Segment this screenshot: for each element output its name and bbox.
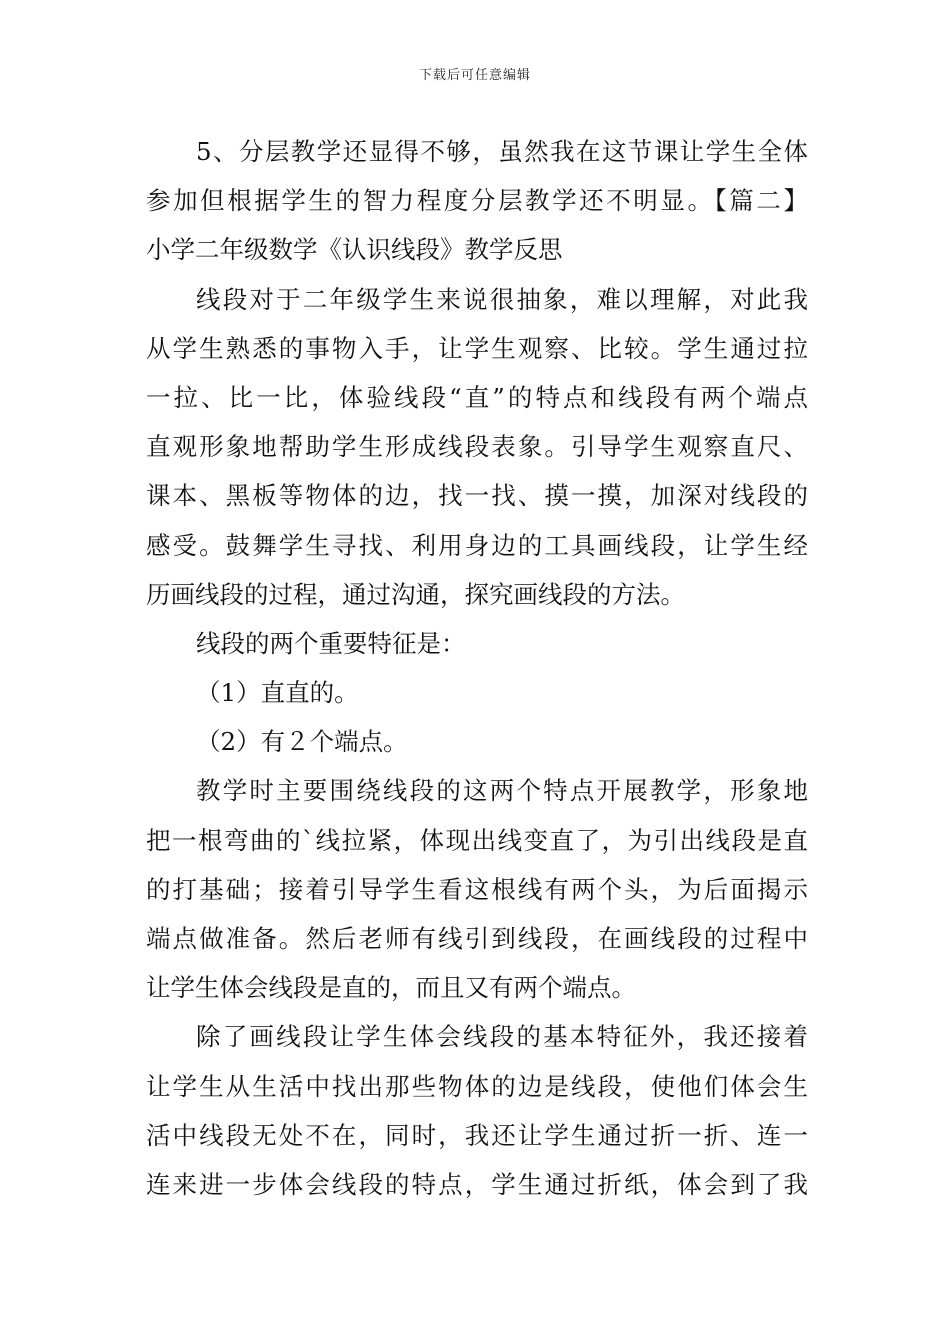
text-line: 教学时主要围绕线段的这两个特点开展教学，形象地 (196, 776, 808, 806)
text-line: 课本、黑板等物体的边，找一找、摸一摸，加深对线段的 (146, 481, 808, 511)
text-line: 小学二年级数学《认识线段》教学反思 (146, 235, 563, 265)
text-line: 从学生熟悉的事物入手，让学生观察、比较。学生通过拉 (146, 333, 808, 363)
text-line: 历画线段的过程，通过沟通，探究画线段的方法。 (146, 579, 685, 609)
text-line: 的打基础；接着引导学生看这根线有两个头，为后面揭示 (146, 874, 808, 904)
text-line: 活中线段无处不在，同时，我还让学生通过折一折、连一 (146, 1120, 808, 1150)
text-line: （2）有２个端点。 (196, 727, 408, 757)
text-line: 线段对于二年级学生来说很抽象，难以理解，对此我 (196, 284, 808, 314)
page-header: 下载后可任意编辑 (418, 68, 531, 83)
text-line: 把一根弯曲的`线拉紧，体现出线变直了，为引出线段是直 (146, 825, 808, 855)
text-line: 连来进一步体会线段的特点，学生通过折纸，体会到了我 (146, 1169, 808, 1199)
text-line: 让学生体会线段是直的，而且又有两个端点。 (146, 973, 636, 1003)
text-line: 线段的两个重要特征是： (196, 628, 466, 658)
document-body (146, 127, 808, 1209)
text-line: 参加但根据学生的智力程度分层教学还不明显。【篇二】 (146, 186, 808, 216)
text-line: 让学生从生活中找出那些物体的边是线段，使他们体会生 (146, 1071, 808, 1101)
text-line: 直观形象地帮助学生形成线段表象。引导学生观察直尺、 (146, 432, 808, 462)
text-line: 除了画线段让学生体会线段的基本特征外，我还接着 (196, 1022, 808, 1052)
text-line: （1）直直的。 (196, 678, 359, 708)
text-line: 感受。鼓舞学生寻找、利用身边的工具画线段，让学生经 (146, 530, 808, 560)
text-line: 一拉、比一比，体验线段“直”的特点和线段有两个端点 (146, 382, 808, 412)
text-line: 端点做准备。然后老师有线引到线段，在画线段的过程中 (146, 924, 808, 953)
text-line: 5、分层教学还显得不够，虽然我在这节课让学生全体 (196, 137, 808, 166)
